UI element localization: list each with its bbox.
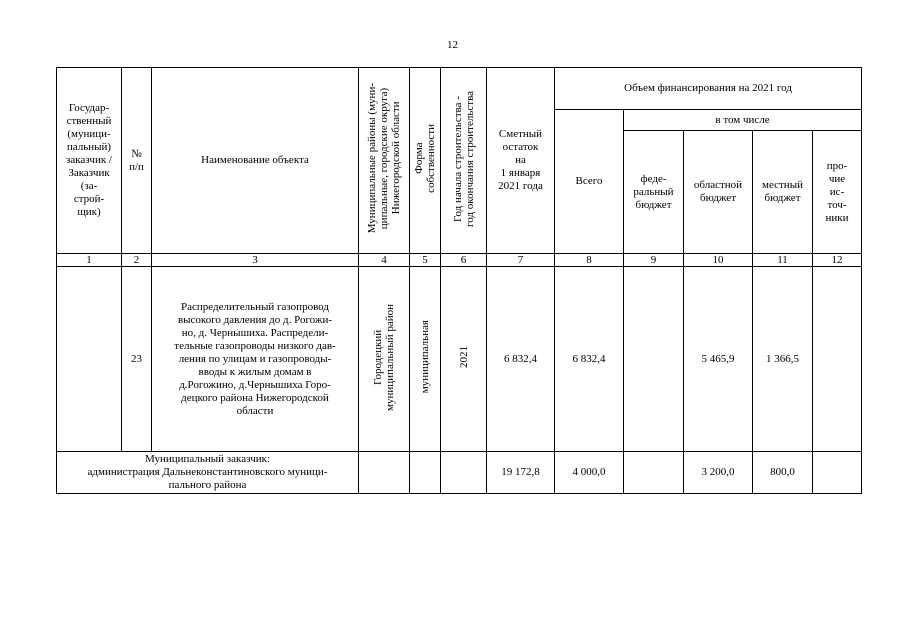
header-balance: Сметный остаток на 1 января 2021 года xyxy=(487,68,555,254)
row-customer xyxy=(57,267,122,452)
summary-regional: 3 200,0 xyxy=(684,452,753,494)
row-balance: 6 832,4 xyxy=(487,267,555,452)
column-number: 8 xyxy=(555,254,624,267)
column-number: 4 xyxy=(359,254,410,267)
row-years-cell xyxy=(441,267,487,452)
summary-balance: 19 172,8 xyxy=(487,452,555,494)
summary-total: 4 000,0 xyxy=(555,452,624,494)
column-number: 11 xyxy=(753,254,813,267)
header-other: про- чие ис- точ- ники xyxy=(813,131,862,254)
column-number: 5 xyxy=(410,254,441,267)
column-number: 6 xyxy=(441,254,487,267)
row-years: 2021 xyxy=(457,346,470,368)
column-number: 3 xyxy=(152,254,359,267)
summary-row xyxy=(57,452,862,494)
header-years: Год начала строительства - год окончания строительства xyxy=(451,90,476,227)
row-district: Городецкий муниципальный район xyxy=(372,303,396,411)
row-total: 6 832,4 xyxy=(555,267,624,452)
header-years-cell xyxy=(441,68,487,254)
column-number: 2 xyxy=(122,254,152,267)
column-number: 12 xyxy=(813,254,862,267)
header-ownership: Форма собственности xyxy=(413,124,437,193)
page-number: 12 xyxy=(447,39,458,51)
column-number: 10 xyxy=(684,254,753,267)
row-regional: 5 465,9 xyxy=(684,267,753,452)
column-number: 9 xyxy=(624,254,684,267)
header-including: в том числе xyxy=(624,110,862,131)
header-federal: феде- ральный бюджет xyxy=(624,131,684,254)
summary-district xyxy=(359,452,410,494)
header-regional: областной бюджет xyxy=(684,131,753,254)
row-other xyxy=(813,267,862,452)
summary-local: 800,0 xyxy=(753,452,813,494)
summary-years xyxy=(441,452,487,494)
header-object-name: Наименование объекта xyxy=(152,68,359,254)
row-number: 23 xyxy=(122,267,152,452)
row-district-cell xyxy=(359,267,410,452)
header-ownership-cell xyxy=(410,68,441,254)
header-financing-group: Объем финансирования на 2021 год xyxy=(555,68,862,110)
summary-label: Муниципальный заказчик: администрация Дальнеконстантиновского муници- пального района xyxy=(57,452,359,494)
header-number: № п/п xyxy=(122,68,152,254)
financing-table xyxy=(56,67,862,494)
row-object-name: Распределительный газопровод высокого давления до д. Рогожи- но, д. Чернышиха. Распредели- тельные газопроводы низкого дав- ления по улицам и газопроводы- вводы к жилым домам в д.Рогожино, д.Чернышиха Горо- децкого района Нижегородской области xyxy=(152,267,359,452)
table-row xyxy=(57,267,862,452)
header-district-cell xyxy=(359,68,410,254)
row-local: 1 366,5 xyxy=(753,267,813,452)
row-federal xyxy=(624,267,684,452)
column-number: 7 xyxy=(487,254,555,267)
header-district: Муниципальные районы (муни- ципальные, городские округа) Нижегородской области xyxy=(366,83,402,234)
column-number: 1 xyxy=(57,254,122,267)
row-ownership-cell xyxy=(410,267,441,452)
header-customer: Государ- ственный (муници- пальный) заказчик / Заказчик (за- строй- щик) xyxy=(57,68,122,254)
summary-federal xyxy=(624,452,684,494)
row-ownership: муниципальная xyxy=(419,320,431,394)
header-local: местный бюджет xyxy=(753,131,813,254)
summary-ownership xyxy=(410,452,441,494)
summary-other xyxy=(813,452,862,494)
header-total: Всего xyxy=(555,110,624,254)
